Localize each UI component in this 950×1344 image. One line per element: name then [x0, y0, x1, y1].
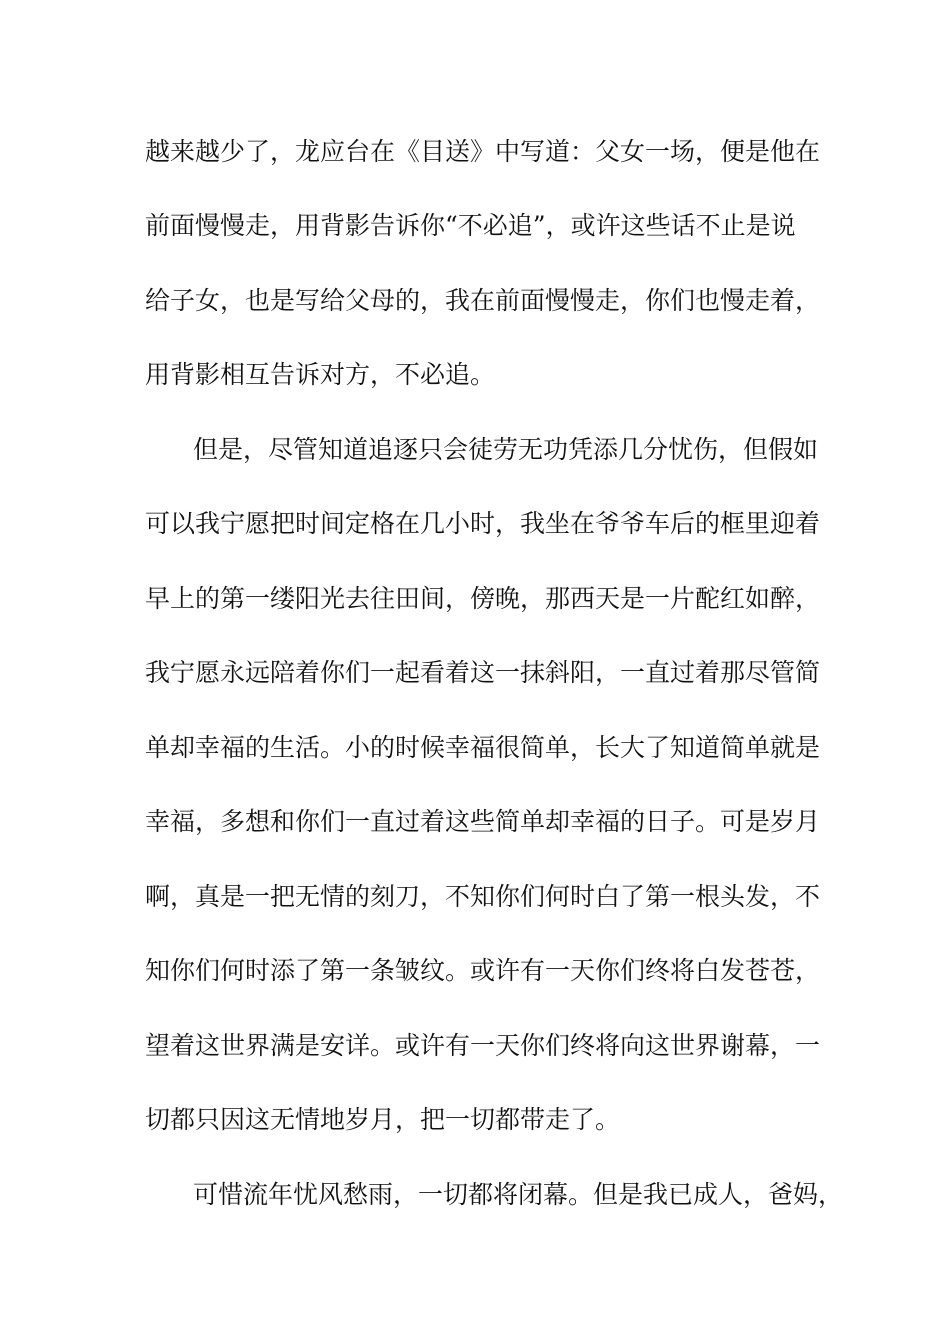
- text-line: 幸福，多想和你们一直过着这些简单却幸福的日子。可是岁月: [145, 807, 821, 836]
- text-line: 给子女，也是写给父母的，我在前面慢慢走，你们也慢走着，: [145, 286, 821, 315]
- text-line: 早上的第一缕阳光去往田间，傍晚，那西天是一片酡红如醉，: [145, 584, 821, 613]
- text-line: 切都只因这无情地岁月，把一切都带走了。: [145, 1105, 621, 1134]
- text-line: 可以我宁愿把时间定格在几小时，我坐在爷爷车后的框里迎着: [145, 509, 821, 538]
- text-line: 越来越少了，龙应台在《目送》中写道：父女一场，便是他在: [145, 137, 821, 166]
- text-line: 前面慢慢走，用背影告诉你“不必追”，或许这些话不止是说: [145, 211, 796, 240]
- text-line: 用背影相互告诉对方，不必追。: [145, 360, 496, 389]
- text-line: 知你们何时添了第一条皱纹。或许有一天你们终将白发苍苍，: [145, 956, 821, 985]
- text-line: 单却幸福的生活。小的时候幸福很简单，长大了知道简单就是: [145, 733, 821, 762]
- text-line: 望着这世界满是安详。或许有一天你们终将向这世界谢幕，一: [145, 1031, 821, 1060]
- text-line: 我宁愿永远陪着你们一起看着这一抹斜阳，一直过着那尽管简: [145, 658, 821, 687]
- paragraph-start-line: 但是，尽管知道追逐只会徒劳无功凭添几分忧伤，但假如: [193, 435, 819, 464]
- text-line: 啊，真是一把无情的刻刀，不知你们何时白了第一根头发，不: [145, 882, 821, 911]
- paragraph-start-line: 可惜流年忧风愁雨，一切都将闭幕。但是我已成人，爸妈，: [193, 1180, 844, 1209]
